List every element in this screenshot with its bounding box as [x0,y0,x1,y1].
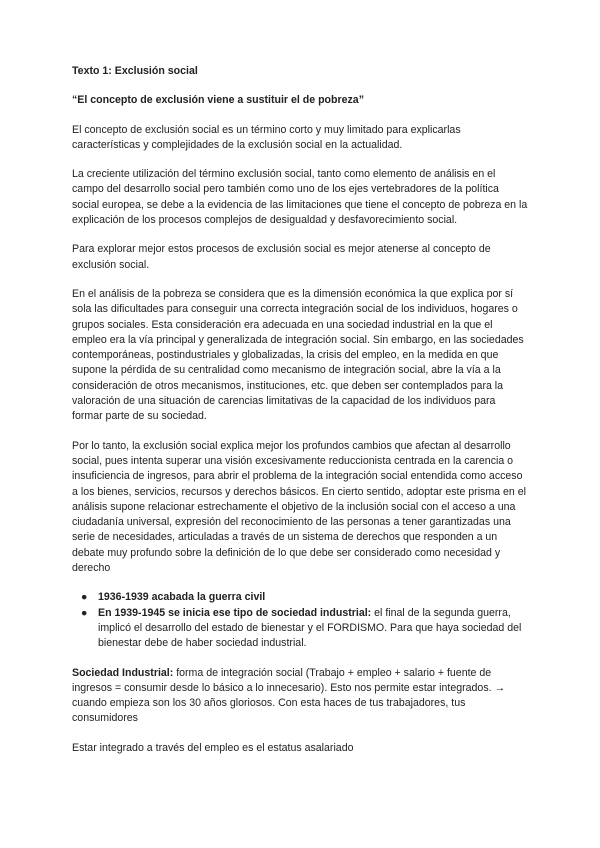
list-item-text: el final de la segunda guerra, implicó el desarrollo del estado de bienestar y el FORDISMO. Para que haya sociedad del bienestar debe de haber sociedad industrial. [98,606,522,650]
list-item-bold: 1936-1939 acabada la guerra civil [98,591,266,604]
paragraph: Por lo tanto, la exclusión social explica mejor los profundos cambios que afectan al desarrollo social, pues intenta superar una visión excesivamente reduccionista centrada en la carencia o insuficiencia de ingresos, para abrir el problema de la integración social entendida como acceso a los bienes, servicios, recursos y derechos básicos. En cierto sentido, adoptar este prisma en el análisis supone relacionar estrechamente el objetivo de la inclusión social con el acceso a una ciudadanía universal, expresión del reconocimiento de las personas a tener garantizadas una serie de necesidades, articuladas a través de un sistema de derechos que responden a un debate muy profundo sobre la definición de lo que debe ser considerado como necesidad y derecho [72,439,526,575]
final-paragraph: Estar integrado a través del empleo es el estatus asalariado [72,741,354,754]
paragraph: El concepto de exclusión social es un término corto y muy limitado para explicarlas características y complejidades de la exclusión social en la actualidad. [72,123,461,151]
list-item [81,590,528,605]
bullet-icon: ● [81,606,88,619]
document-quote: “El concepto de exclusión viene a sustituir el de pobreza” [72,94,364,107]
industrial-label: Sociedad Industrial: [72,666,174,679]
industrial-paragraph [72,666,528,727]
paragraph: En el análisis de la pobreza se considera que es la dimensión económica la que explica por sí sola las dificultades para conseguir una correcta integración social de los individuos, hogares o grupos sociales. Esta consideración era adecuada en una sociedad industrial en la que el empleo era la vía principal y generalizada de integración social. Sin embargo, en las sociedades contemporáneas, postindustriales y globalizadas, la crisis del empleo, en la medida en que supone la pérdida de su centralidad como mecanismo de integración social, abre la vía a la consideración de otros mecanismos, instituciones, etc. que deben ser contemplados para la valoración de una situación de carencias limitativas de la capacidad de los individuos para formar parte de su sociedad. [72,287,524,423]
paragraph: Para explorar mejor estos procesos de exclusión social es mejor atenerse al concepto de exclusión social. [72,243,491,271]
industrial-text: forma de integración social (Trabajo + empleo + salario + fuente de ingresos = consumir desde lo básico a lo innecesario). Esto nos permite estar integrados. → cuando empieza son los 30 años gloriosos. Con esta haces de tus trabajadores, tus consumidores [72,666,506,725]
list-item [81,606,528,652]
document-body [72,64,528,770]
bullet-list [72,590,528,651]
bullet-icon: ● [81,591,88,604]
document-title: Texto 1: Exclusión social [72,65,198,77]
paragraph: La creciente utilización del término exclusión social, tanto como elemento de análisis en el campo del desarrollo social pero también como uno de los ejes vertebradores de la política social europea, se debe a la evidencia de las limitaciones que tiene el concepto de pobreza en la explicación de los procesos complejos de desigualdad y desfavorecimiento social. [72,168,528,227]
list-item-bold: En 1939-1945 se inicia ese tipo de sociedad industrial: [98,606,372,619]
